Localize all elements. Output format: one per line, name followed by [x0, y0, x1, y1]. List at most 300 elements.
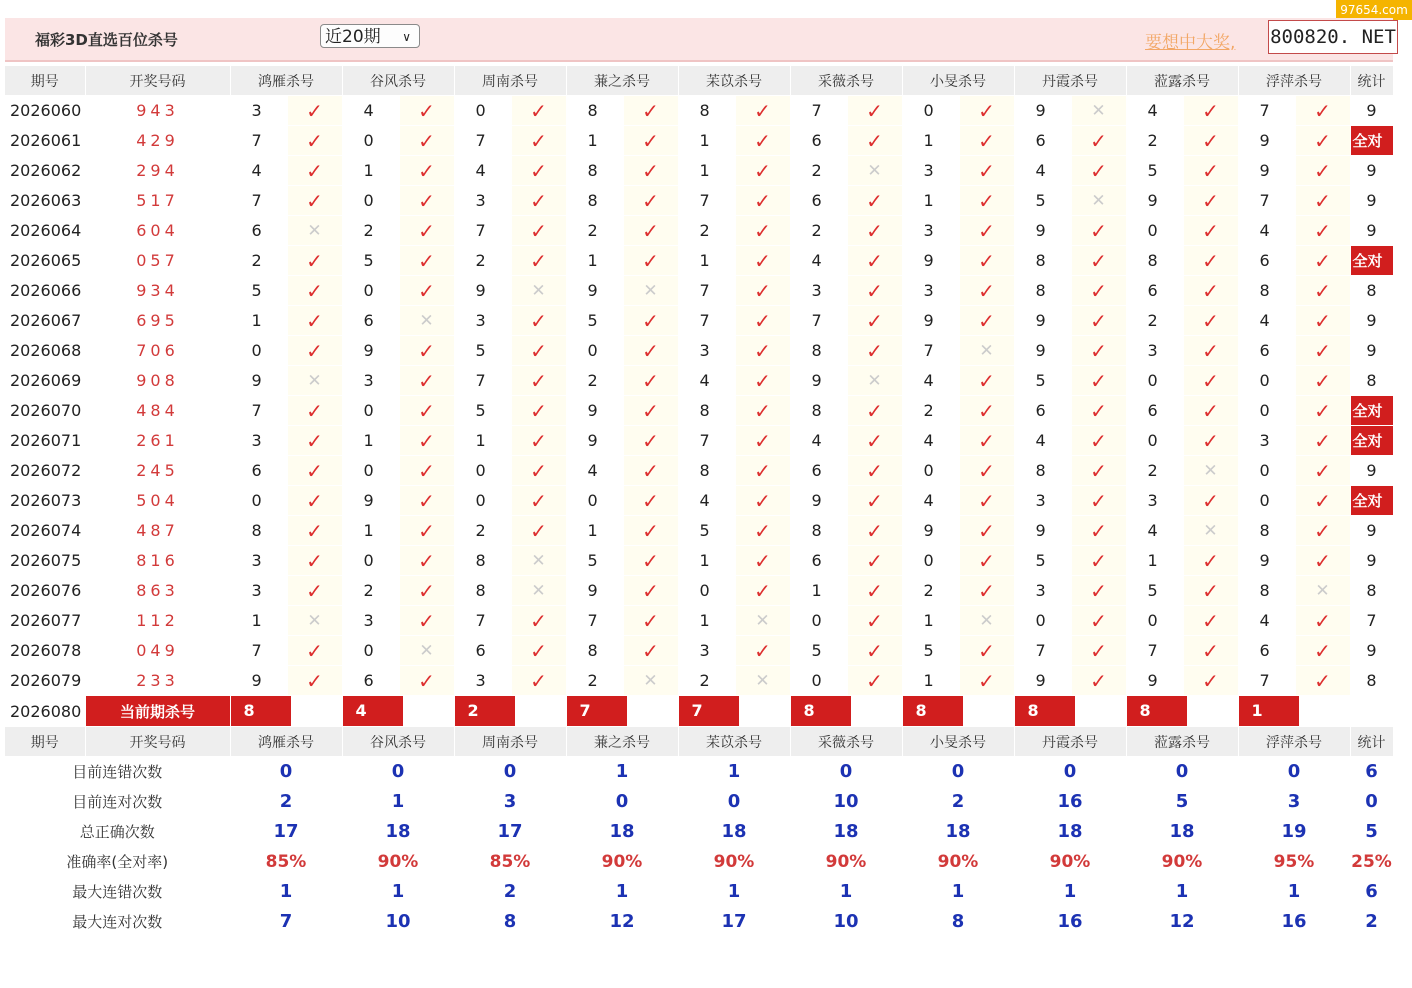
check-icon: ✓ — [1295, 246, 1350, 276]
check-icon: ✓ — [1295, 606, 1350, 636]
kill-value-cell: 2 — [678, 666, 735, 696]
kill-value-cell: 1 — [902, 126, 959, 156]
col-header-expert: 苿苡杀号 — [678, 66, 790, 96]
summary-stat: 5 — [1350, 817, 1393, 847]
check-icon: ✓ — [399, 516, 454, 546]
draw-number-cell: 504 — [85, 486, 230, 516]
table-row — [5, 546, 1393, 576]
summary-stat: 25% — [1350, 847, 1393, 877]
summary-value: 10 — [342, 907, 454, 937]
draw-number-cell: 943 — [85, 96, 230, 126]
summary-value: 1 — [230, 877, 342, 907]
kill-value-cell: 9 — [790, 486, 847, 516]
period-cell: 2026069 — [5, 366, 85, 396]
check-icon: ✓ — [399, 546, 454, 576]
kill-value-cell: 7 — [454, 366, 511, 396]
summary-value: 1 — [678, 757, 790, 787]
kill-value-cell: 7 — [678, 276, 735, 306]
col-header-expert: 谷风杀号 — [342, 727, 454, 757]
check-icon: ✓ — [623, 636, 678, 666]
kill-value-cell: 9 — [566, 426, 623, 456]
kill-value-cell: 9 — [902, 246, 959, 276]
kill-value-cell: 5 — [454, 336, 511, 366]
kill-value-cell: 0 — [1238, 396, 1295, 426]
check-icon: ✓ — [623, 516, 678, 546]
promo-link[interactable]: 要想中大奖, — [1145, 33, 1236, 53]
check-icon: ✓ — [399, 96, 454, 126]
kill-value-cell: 4 — [902, 426, 959, 456]
kill-value-cell: 7 — [1238, 96, 1295, 126]
cross-icon: ✕ — [511, 576, 566, 606]
summary-row — [5, 877, 1393, 907]
summary-row — [5, 847, 1393, 877]
kill-value-cell: 1 — [902, 606, 959, 636]
check-icon: ✓ — [735, 456, 790, 486]
kill-value-cell: 3 — [1014, 576, 1071, 606]
kill-value-cell: 5 — [1014, 186, 1071, 216]
check-icon: ✓ — [287, 156, 342, 186]
kill-value-cell: 0 — [230, 486, 287, 516]
check-icon: ✓ — [399, 666, 454, 696]
kill-value-cell: 8 — [790, 336, 847, 366]
kill-value-cell: 7 — [230, 186, 287, 216]
period-cell: 2026061 — [5, 126, 85, 156]
kill-value-cell: 9 — [1014, 216, 1071, 246]
period-range-select[interactable] — [320, 24, 420, 48]
summary-value: 0 — [454, 757, 566, 787]
kill-value-cell: 6 — [454, 636, 511, 666]
check-icon: ✓ — [623, 216, 678, 246]
kill-value-cell: 6 — [1014, 396, 1071, 426]
cross-icon: ✕ — [287, 366, 342, 396]
check-icon: ✓ — [1071, 366, 1126, 396]
summary-value: 17 — [678, 907, 790, 937]
col-header-period: 期号 — [5, 66, 85, 96]
check-icon: ✓ — [1071, 336, 1126, 366]
kill-value-cell: 2 — [342, 216, 399, 246]
kill-value-cell: 2 — [678, 216, 735, 246]
kill-value-cell: 6 — [1126, 396, 1183, 426]
col-header-expert: 浮萍杀号 — [1238, 66, 1350, 96]
kill-value-cell: 0 — [1238, 366, 1295, 396]
kill-value-cell: 8 — [678, 396, 735, 426]
col-header-expert: 丹霞杀号 — [1014, 66, 1126, 96]
kill-value-cell: 7 — [230, 396, 287, 426]
kill-value-cell: 4 — [566, 456, 623, 486]
check-icon: ✓ — [1071, 606, 1126, 636]
col-header-expert: 蒹之杀号 — [566, 727, 678, 757]
kill-value-cell: 0 — [454, 96, 511, 126]
check-icon: ✓ — [959, 456, 1014, 486]
kill-value-cell: 0 — [1238, 486, 1295, 516]
check-icon: ✓ — [287, 516, 342, 546]
cross-icon: ✕ — [623, 276, 678, 306]
draw-number-cell: 294 — [85, 156, 230, 186]
check-icon: ✓ — [1071, 156, 1126, 186]
check-icon: ✓ — [1295, 636, 1350, 666]
check-icon: ✓ — [847, 126, 902, 156]
summary-value: 8 — [454, 907, 566, 937]
table-row — [5, 576, 1393, 606]
check-icon: ✓ — [1071, 306, 1126, 336]
kill-value-cell: 8 — [566, 96, 623, 126]
check-icon: ✓ — [735, 426, 790, 456]
kill-value-cell: 3 — [342, 606, 399, 636]
summary-value: 1 — [342, 787, 454, 817]
kill-value-cell: 4 — [1238, 606, 1295, 636]
check-icon: ✓ — [1071, 276, 1126, 306]
summary-value: 18 — [1126, 817, 1238, 847]
check-icon: ✓ — [959, 666, 1014, 696]
kill-value-cell: 4 — [678, 366, 735, 396]
current-kill-cell — [678, 696, 790, 727]
summary-value: 0 — [790, 757, 902, 787]
draw-number-cell: 049 — [85, 636, 230, 666]
check-icon: ✓ — [1183, 426, 1238, 456]
all-correct-badge: 全对 — [1350, 426, 1393, 456]
period-cell: 2026064 — [5, 216, 85, 246]
cross-icon: ✕ — [847, 366, 902, 396]
kill-value-cell: 2 — [342, 576, 399, 606]
check-icon: ✓ — [399, 216, 454, 246]
kill-value-cell: 4 — [902, 486, 959, 516]
kill-value-cell: 4 — [342, 96, 399, 126]
current-kill-cell — [790, 696, 902, 727]
check-icon: ✓ — [511, 426, 566, 456]
kill-value-cell: 7 — [566, 606, 623, 636]
kill-value-cell: 9 — [342, 486, 399, 516]
kill-value-cell: 1 — [342, 516, 399, 546]
check-icon: ✓ — [847, 576, 902, 606]
stat-cell: 9 — [1350, 336, 1393, 366]
check-icon: ✓ — [1071, 396, 1126, 426]
kill-value-cell: 9 — [790, 366, 847, 396]
kill-value-cell: 8 — [566, 156, 623, 186]
check-icon: ✓ — [847, 216, 902, 246]
check-icon: ✓ — [399, 606, 454, 636]
check-icon: ✓ — [1295, 216, 1350, 246]
kill-value-cell: 5 — [1014, 366, 1071, 396]
summary-value: 19 — [1238, 817, 1350, 847]
check-icon: ✓ — [1183, 216, 1238, 246]
draw-number-cell: 233 — [85, 666, 230, 696]
kill-value-cell: 9 — [1014, 666, 1071, 696]
summary-value: 2 — [454, 877, 566, 907]
stat-cell: 8 — [1350, 576, 1393, 606]
kill-value-cell: 6 — [790, 546, 847, 576]
current-kill-value: 8 — [1015, 696, 1075, 726]
all-correct-badge: 全对 — [1350, 396, 1393, 426]
kill-value-cell: 3 — [678, 336, 735, 366]
check-icon: ✓ — [959, 576, 1014, 606]
check-icon: ✓ — [623, 156, 678, 186]
cross-icon: ✕ — [287, 606, 342, 636]
check-icon: ✓ — [735, 306, 790, 336]
check-icon: ✓ — [1183, 306, 1238, 336]
kill-value-cell: 4 — [790, 426, 847, 456]
summary-header-row — [5, 727, 1393, 757]
current-period-row — [5, 696, 1393, 727]
kill-value-cell: 3 — [678, 636, 735, 666]
col-header-expert: 采薇杀号 — [790, 66, 902, 96]
kill-value-cell: 5 — [342, 246, 399, 276]
kill-value-cell: 4 — [790, 246, 847, 276]
check-icon: ✓ — [399, 456, 454, 486]
check-icon: ✓ — [511, 246, 566, 276]
summary-stat: 6 — [1350, 757, 1393, 787]
kill-value-cell: 2 — [566, 366, 623, 396]
kill-value-cell: 4 — [1238, 306, 1295, 336]
check-icon: ✓ — [287, 126, 342, 156]
stat-cell: 9 — [1350, 636, 1393, 666]
table-row — [5, 456, 1393, 486]
draw-number-cell: 604 — [85, 216, 230, 246]
kill-value-cell: 0 — [566, 486, 623, 516]
kill-value-cell: 7 — [790, 96, 847, 126]
summary-value: 90% — [678, 847, 790, 877]
cross-icon: ✕ — [399, 636, 454, 666]
check-icon: ✓ — [511, 336, 566, 366]
current-kill-value: 8 — [231, 696, 291, 726]
summary-value: 17 — [454, 817, 566, 847]
check-icon: ✓ — [1295, 156, 1350, 186]
period-cell: 2026065 — [5, 246, 85, 276]
col-header-stat: 统计 — [1350, 727, 1393, 757]
check-icon: ✓ — [623, 186, 678, 216]
summary-row — [5, 817, 1393, 847]
check-icon: ✓ — [623, 336, 678, 366]
kill-value-cell: 7 — [454, 606, 511, 636]
check-icon: ✓ — [735, 486, 790, 516]
draw-number-cell: 695 — [85, 306, 230, 336]
kill-value-cell: 2 — [1126, 456, 1183, 486]
kill-value-cell: 9 — [1014, 96, 1071, 126]
col-header-expert: 谷风杀号 — [342, 66, 454, 96]
kill-value-cell: 5 — [1126, 576, 1183, 606]
kill-value-cell: 3 — [1126, 336, 1183, 366]
kill-value-cell: 1 — [230, 606, 287, 636]
check-icon: ✓ — [511, 486, 566, 516]
summary-value: 16 — [1014, 787, 1126, 817]
current-stat-cell — [1350, 696, 1393, 727]
top-bar — [5, 18, 1396, 62]
all-correct-badge: 全对 — [1350, 126, 1393, 156]
check-icon: ✓ — [511, 156, 566, 186]
check-icon: ✓ — [511, 456, 566, 486]
table-header-row — [5, 66, 1393, 96]
check-icon: ✓ — [959, 546, 1014, 576]
kill-value-cell: 6 — [1238, 336, 1295, 366]
kill-value-cell: 2 — [902, 576, 959, 606]
cross-icon: ✕ — [959, 336, 1014, 366]
check-icon: ✓ — [847, 276, 902, 306]
check-icon: ✓ — [735, 516, 790, 546]
summary-label: 目前连对次数 — [5, 787, 230, 817]
check-icon: ✓ — [1071, 426, 1126, 456]
check-icon: ✓ — [399, 426, 454, 456]
stat-cell: 8 — [1350, 276, 1393, 306]
check-icon: ✓ — [735, 636, 790, 666]
summary-value: 0 — [1126, 757, 1238, 787]
kill-value-cell: 5 — [902, 636, 959, 666]
check-icon: ✓ — [1183, 246, 1238, 276]
table-row — [5, 186, 1393, 216]
col-header-expert: 丹霞杀号 — [1014, 727, 1126, 757]
period-cell: 2026060 — [5, 96, 85, 126]
kill-value-cell: 1 — [902, 186, 959, 216]
check-icon: ✓ — [1183, 576, 1238, 606]
kill-value-cell: 1 — [566, 126, 623, 156]
kill-value-cell: 3 — [1238, 426, 1295, 456]
check-icon: ✓ — [959, 636, 1014, 666]
col-header-period: 期号 — [5, 727, 85, 757]
period-cell: 2026062 — [5, 156, 85, 186]
check-icon: ✓ — [511, 666, 566, 696]
period-cell: 2026072 — [5, 456, 85, 486]
check-icon: ✓ — [735, 126, 790, 156]
kill-value-cell: 5 — [566, 306, 623, 336]
table-row — [5, 276, 1393, 306]
draw-number-cell: 487 — [85, 516, 230, 546]
kill-value-cell: 0 — [342, 546, 399, 576]
check-icon: ✓ — [959, 306, 1014, 336]
kill-value-cell: 1 — [678, 246, 735, 276]
current-kill-cell — [230, 696, 342, 727]
check-icon: ✓ — [287, 276, 342, 306]
draw-number-cell: 112 — [85, 606, 230, 636]
check-icon: ✓ — [847, 666, 902, 696]
col-header-stat: 统计 — [1350, 66, 1393, 96]
summary-value: 18 — [566, 817, 678, 847]
stat-cell: 8 — [1350, 366, 1393, 396]
cross-icon: ✕ — [735, 606, 790, 636]
check-icon: ✓ — [959, 156, 1014, 186]
col-header-expert: 苿苡杀号 — [678, 727, 790, 757]
summary-row — [5, 907, 1393, 937]
current-kill-cell — [902, 696, 1014, 727]
check-icon: ✓ — [959, 246, 1014, 276]
check-icon: ✓ — [847, 336, 902, 366]
kill-value-cell: 7 — [1014, 636, 1071, 666]
check-icon: ✓ — [1295, 666, 1350, 696]
current-kill-value: 2 — [455, 696, 515, 726]
col-header-expert: 小旻杀号 — [902, 66, 1014, 96]
check-icon: ✓ — [287, 456, 342, 486]
summary-value: 0 — [1238, 757, 1350, 787]
page-title: 福彩3D直选百位杀号 — [35, 31, 178, 49]
check-icon: ✓ — [623, 456, 678, 486]
kill-value-cell: 8 — [566, 186, 623, 216]
kill-value-cell: 7 — [230, 126, 287, 156]
check-icon: ✓ — [735, 276, 790, 306]
cross-icon: ✕ — [1071, 96, 1126, 126]
summary-value: 18 — [342, 817, 454, 847]
check-icon: ✓ — [959, 126, 1014, 156]
summary-label: 总正确次数 — [5, 817, 230, 847]
summary-value: 1 — [566, 757, 678, 787]
summary-value: 3 — [454, 787, 566, 817]
check-icon: ✓ — [287, 666, 342, 696]
summary-value: 90% — [566, 847, 678, 877]
check-icon: ✓ — [511, 126, 566, 156]
draw-number-cell: 429 — [85, 126, 230, 156]
check-icon: ✓ — [1183, 186, 1238, 216]
kill-value-cell: 0 — [1126, 216, 1183, 246]
kill-value-cell: 3 — [902, 156, 959, 186]
check-icon: ✓ — [1183, 396, 1238, 426]
table-row — [5, 96, 1393, 126]
summary-value: 2 — [902, 787, 1014, 817]
col-header-expert: 采薇杀号 — [790, 727, 902, 757]
summary-value: 1 — [566, 877, 678, 907]
kill-value-cell: 7 — [790, 306, 847, 336]
kill-value-cell: 1 — [566, 516, 623, 546]
summary-value: 85% — [454, 847, 566, 877]
kill-value-cell: 1 — [678, 606, 735, 636]
draw-number-cell: 484 — [85, 396, 230, 426]
kill-value-cell: 9 — [1126, 666, 1183, 696]
check-icon: ✓ — [735, 156, 790, 186]
kill-value-cell: 0 — [1126, 366, 1183, 396]
check-icon: ✓ — [623, 576, 678, 606]
check-icon: ✓ — [1071, 126, 1126, 156]
period-cell: 2026079 — [5, 666, 85, 696]
stat-cell: 9 — [1350, 306, 1393, 336]
kill-value-cell: 3 — [1014, 486, 1071, 516]
summary-value: 1 — [678, 877, 790, 907]
kill-value-cell: 0 — [790, 606, 847, 636]
check-icon: ✓ — [1295, 396, 1350, 426]
kill-value-cell: 4 — [902, 366, 959, 396]
current-kill-label: 当前期杀号 — [85, 696, 230, 727]
kill-value-cell: 5 — [790, 636, 847, 666]
kill-value-cell: 3 — [342, 366, 399, 396]
summary-value: 12 — [566, 907, 678, 937]
summary-value: 1 — [790, 877, 902, 907]
kill-value-cell: 1 — [678, 546, 735, 576]
kill-value-cell: 8 — [678, 96, 735, 126]
kill-value-cell: 4 — [230, 156, 287, 186]
kill-value-cell: 0 — [342, 396, 399, 426]
kill-value-cell: 3 — [454, 306, 511, 336]
summary-value: 1 — [342, 877, 454, 907]
site-link[interactable]: 800820. NET — [1268, 20, 1398, 54]
kill-value-cell: 0 — [790, 666, 847, 696]
watermark: 97654.com — [1336, 0, 1412, 20]
check-icon: ✓ — [287, 186, 342, 216]
check-icon: ✓ — [287, 246, 342, 276]
check-icon: ✓ — [1183, 96, 1238, 126]
summary-value: 0 — [342, 757, 454, 787]
kill-value-cell: 5 — [1014, 546, 1071, 576]
summary-label: 目前连错次数 — [5, 757, 230, 787]
check-icon: ✓ — [623, 366, 678, 396]
check-icon: ✓ — [623, 606, 678, 636]
period-cell: 2026066 — [5, 276, 85, 306]
kill-value-cell: 9 — [566, 396, 623, 426]
kill-value-cell: 0 — [342, 186, 399, 216]
check-icon: ✓ — [1071, 456, 1126, 486]
summary-value: 10 — [790, 787, 902, 817]
summary-value: 18 — [790, 817, 902, 847]
kill-value-cell: 1 — [566, 246, 623, 276]
check-icon: ✓ — [511, 606, 566, 636]
check-icon: ✓ — [1295, 486, 1350, 516]
kill-value-cell: 2 — [566, 216, 623, 246]
summary-value: 7 — [230, 907, 342, 937]
kill-value-cell: 9 — [566, 576, 623, 606]
kill-value-cell: 8 — [454, 576, 511, 606]
